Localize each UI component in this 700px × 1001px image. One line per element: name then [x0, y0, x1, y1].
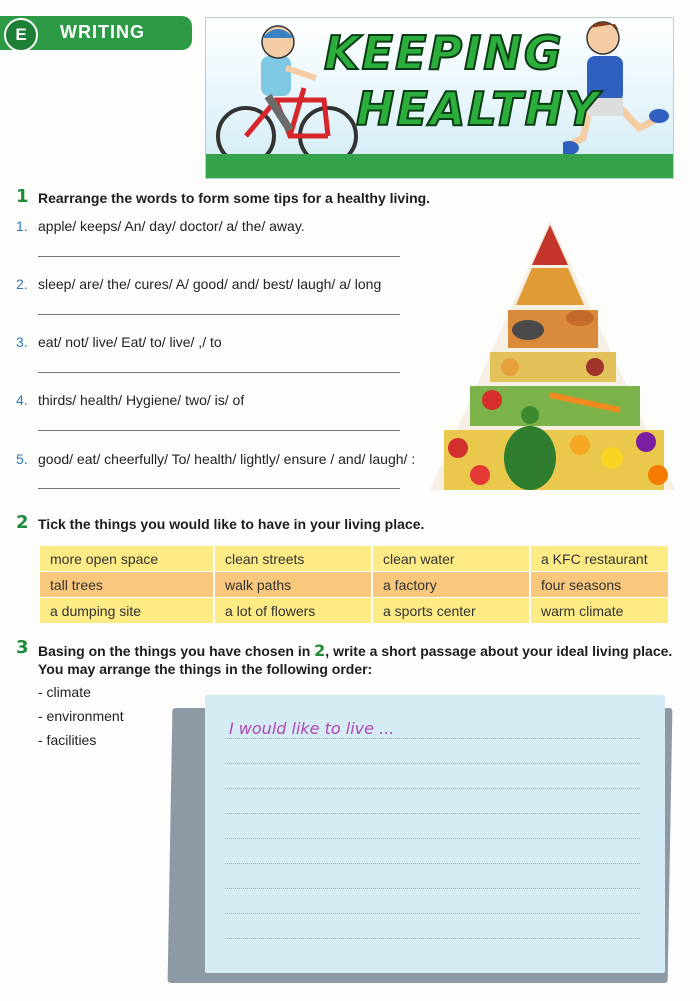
living-place-options-table: [40, 546, 670, 624]
question-2-instruction: Tick the things you would like to have in your living place.: [38, 516, 425, 532]
writing-line: [225, 738, 640, 739]
answer-line[interactable]: [38, 488, 400, 489]
writing-line: [225, 863, 640, 864]
answer-line[interactable]: [38, 372, 400, 373]
option-cell[interactable]: a dumping site: [40, 598, 215, 624]
banner-grass: [206, 154, 673, 178]
item-text: thirds/ health/ Hygiene/ two/ is/ of: [38, 392, 245, 408]
order-item: - facilities: [38, 732, 97, 748]
order-item: - environment: [38, 708, 124, 724]
option-cell[interactable]: clean streets: [215, 546, 373, 572]
item-number: 1.: [16, 218, 28, 234]
option-cell[interactable]: a sports center: [373, 598, 531, 624]
title-banner: [205, 17, 674, 179]
answer-line[interactable]: [38, 256, 400, 257]
question-1-instruction: Rearrange the words to form some tips for a healthy living.: [38, 190, 431, 206]
option-cell[interactable]: a KFC restaurant: [531, 546, 670, 572]
food-pyramid-illustration: [420, 220, 685, 495]
question-3-instruction: Basing on the things you have chosen in 2, write a short passage about your ideal living place.: [38, 641, 673, 660]
item-number: 2.: [16, 276, 28, 292]
answer-line[interactable]: [38, 430, 400, 431]
banner-title-line2: HEALTHY: [356, 82, 601, 136]
writing-line: [225, 788, 640, 789]
item-number: 3.: [16, 334, 28, 350]
option-cell[interactable]: walk paths: [215, 572, 373, 598]
option-cell[interactable]: four seasons: [531, 572, 670, 598]
question-2-number: 2: [16, 512, 29, 533]
option-cell[interactable]: a factory: [373, 572, 531, 598]
question-3-instruction-line2: You may arrange the things in the following order:: [38, 661, 373, 677]
section-letter: E: [4, 18, 38, 52]
question-1-number: 1: [16, 186, 29, 207]
writing-line: [225, 938, 640, 939]
writing-area[interactable]: [205, 695, 665, 973]
writing-line: [225, 763, 640, 764]
writing-line: [225, 813, 640, 814]
option-cell[interactable]: tall trees: [40, 572, 215, 598]
question-3-number: 3: [16, 637, 29, 658]
passage-starter: I would like to live ...: [229, 719, 395, 738]
section-title: WRITING: [60, 22, 145, 42]
writing-line: [225, 888, 640, 889]
item-text: apple/ keeps/ An/ day/ doctor/ a/ the/ away.: [38, 218, 305, 234]
item-number: 4.: [16, 392, 28, 408]
item-text: good/ eat/ cheerfully/ To/ health/ lightly/ ensure / and/ laugh/ :: [38, 451, 416, 467]
item-text: sleep/ are/ the/ cures/ A/ good/ and/ best/ laugh/ a/ long: [38, 276, 382, 292]
option-cell[interactable]: more open space: [40, 546, 215, 572]
item-text: eat/ not/ live/ Eat/ to/ live/ ,/ to: [38, 334, 222, 350]
option-cell[interactable]: a lot of flowers: [215, 598, 373, 624]
order-item: - climate: [38, 684, 91, 700]
option-cell[interactable]: clean water: [373, 546, 531, 572]
writing-line: [225, 838, 640, 839]
writing-line: [225, 913, 640, 914]
item-number: 5.: [16, 451, 28, 467]
writing-lines: [225, 695, 640, 973]
answer-line[interactable]: [38, 314, 400, 315]
option-cell[interactable]: warm climate: [531, 598, 670, 624]
banner-title-line1: KEEPING: [324, 26, 564, 80]
